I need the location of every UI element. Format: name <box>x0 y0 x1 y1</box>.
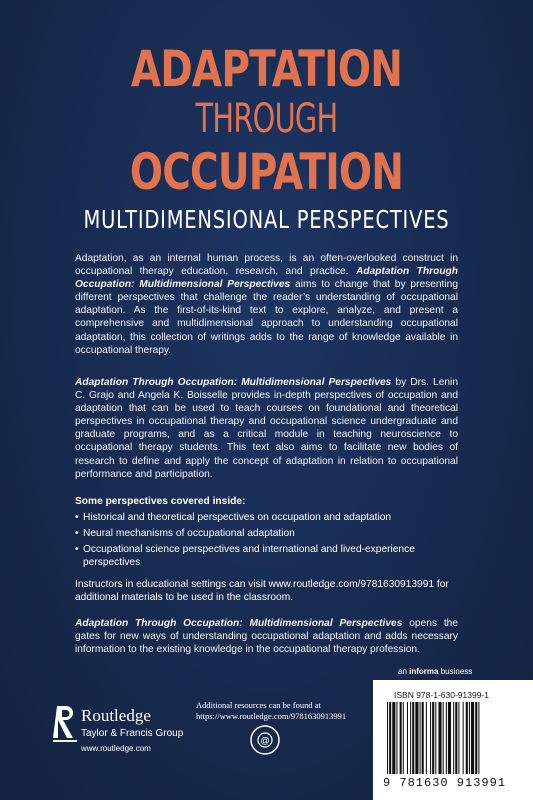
paragraph-text: Adaptation, as an internal human process, is an often-overlooked construct in occupational therapy education, research, and practice. <box>75 253 458 278</box>
informa-suffix: business <box>438 667 473 676</box>
svg-text:@: @ <box>260 735 270 746</box>
publisher-group: Taylor & Francis Group <box>81 728 184 739</box>
additional-resources <box>196 700 386 722</box>
list-item: • Occupational science perspectives and international and lived-experience perspectives <box>75 543 458 569</box>
barcode-bar <box>471 702 474 774</box>
title-line-1: ADAPTATION <box>130 40 403 98</box>
list-item: • Neural mechanisms of occupational adaptation <box>75 527 458 540</box>
barcode-bar <box>478 702 479 774</box>
barcode-bar <box>448 702 451 774</box>
instructors-note: Instructors in educational settings can visit www.routledge.com/9781630913991 for additional materials to be used in the classroom. <box>75 579 449 603</box>
informa-business-tag <box>398 667 472 676</box>
barcode-bar <box>400 702 402 774</box>
barcode-bar <box>426 702 427 774</box>
title-line-2: THROUGH <box>195 96 338 142</box>
barcode-bar <box>387 702 388 774</box>
subtitle: MULTIDIMENSIONAL PERSPECTIVES <box>83 205 450 234</box>
resources-line-2: https://www.routledge.com/9781630913991 <box>196 711 347 721</box>
paragraph-text: opens the gates for new ways of understanding occupational adaptation and adds necessary information to the existing knowledge in the occupational therapy profession. <box>75 618 458 656</box>
perspectives-list <box>75 495 458 572</box>
barcode-bar <box>475 702 477 774</box>
barcode-bar <box>412 702 414 774</box>
barcode-bar <box>466 702 468 774</box>
barcode-bar <box>438 702 441 774</box>
barcode-bar <box>453 702 454 774</box>
barcode-icon <box>383 702 529 776</box>
barcode-number: 9 781630 913991 <box>383 776 507 790</box>
barcode-bar <box>415 702 418 774</box>
barcode-bar <box>443 702 444 774</box>
barcode-bar <box>458 702 459 774</box>
barcode-bar <box>407 702 408 774</box>
title-line-3: OCCUPATION <box>129 143 404 201</box>
barcode-bar <box>455 702 457 774</box>
book-title-inline: Adaptation Through Occupation: Multidimensional Perspectives <box>75 266 458 291</box>
informa-prefix: an <box>398 667 410 676</box>
routledge-r-icon <box>53 704 77 744</box>
barcode-bar <box>396 702 397 774</box>
barcode-bar <box>435 702 436 774</box>
barcode-bar <box>420 702 421 774</box>
publisher-logo <box>53 700 193 770</box>
barcode-bar <box>469 702 470 774</box>
isbn-label: ISBN 978-1-630-91399-1 <box>394 690 489 700</box>
barcode-bar <box>430 702 431 774</box>
list-item: • Historical and theoretical perspectives on occupation and adaptation <box>75 511 458 524</box>
paragraph-text: aims to change that by presenting different perspectives that challenge the reader’s understanding of occupational adaptation. As the first-of-its-kind text to explore, analyze, and present a comprehensive and multidimensional approach to understanding occupational adaptation, this collection of writings adds to the range of knowledge available in occupational therapy. <box>75 279 458 356</box>
barcode-bar <box>432 702 434 774</box>
barcode-bar <box>463 702 464 774</box>
paragraph-text: by Drs. Lenin C. Grajo and Angela K. Boisselle provides in-depth perspectives of occupation and adaptation that can be used to teach courses on foundational and theoretical perspectives in occupational therapy and occupational science undergraduate and graduate programs, and as a critical module in teaching neuroscience to occupational therapy students. This text also aims to facilitate new bodies of research to define and apply the concept of adaptation in relation to occupational performance and participation. <box>75 377 458 480</box>
description-paragraph-2 <box>75 376 458 481</box>
barcode-bar <box>403 702 404 774</box>
barcode-panel <box>373 680 533 800</box>
barcode-bar <box>446 702 447 774</box>
informa-brand: informa <box>409 667 439 676</box>
barcode-bar <box>389 702 391 774</box>
resources-line-1: Additional resources can be found at <box>196 700 321 710</box>
description-paragraph-3 <box>75 617 458 656</box>
perspectives-heading: Some perspectives covered inside: <box>75 496 246 507</box>
companion-website-icon <box>250 725 280 755</box>
barcode-bar <box>392 702 395 774</box>
description-paragraph-1 <box>75 252 458 357</box>
barcode-bar <box>410 702 411 774</box>
book-title-inline: Adaptation Through Occupation: Multidimensional Perspectives <box>75 618 403 629</box>
book-title-inline: Adaptation Through Occupation: Multidimensional Perspectives <box>75 377 392 388</box>
publisher-url: www.routledge.com <box>81 744 151 753</box>
publisher-name: Routledge <box>81 706 151 725</box>
barcode-bar <box>422 702 424 774</box>
